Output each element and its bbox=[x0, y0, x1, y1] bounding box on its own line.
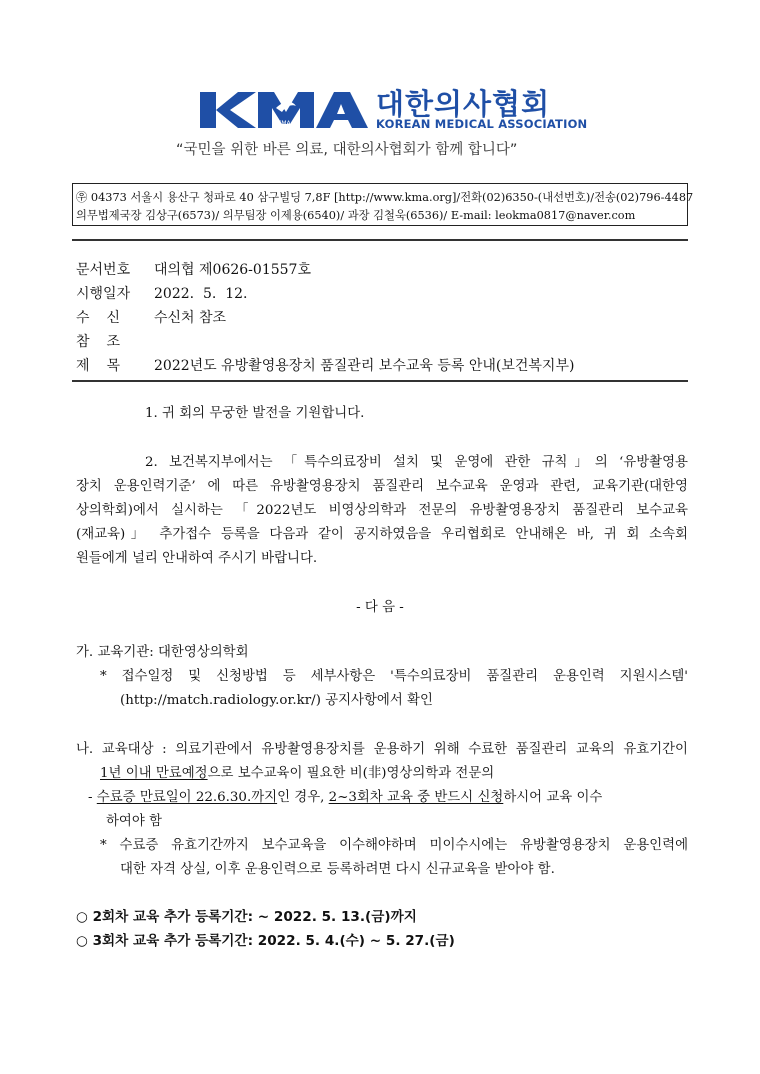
paragraph-1: 1. 귀 회의 무궁한 발전을 기원합니다. bbox=[145, 406, 365, 421]
reference-row bbox=[76, 331, 154, 351]
doc-number: 대의협 제0626-01557호 bbox=[154, 262, 311, 278]
section-na-line-2: 1년 이내 만료예정으로 보수교육이 필요한 비(非)영상의학과 전문의 bbox=[100, 766, 495, 781]
section-na-line-1: 나. 교육대상 : 의료기관에서 유방촬영용장치를 운용하기 위해 수료한 품질관리 교육의 유효기간이 bbox=[76, 742, 688, 757]
round-highlight: 2~3회차 교육 중 반드시 신청 bbox=[328, 790, 504, 805]
recipient-row bbox=[76, 307, 226, 327]
round-2-period: ○ 2회차 교육 추가 등록기간: ~ 2022. 5. 13.(금)까지 bbox=[76, 909, 417, 925]
doc-number-label: 문서번호 bbox=[76, 262, 131, 278]
section-ga-title: 가. 교육기관: 대한영상의학회 bbox=[76, 645, 249, 660]
date-row bbox=[76, 283, 248, 303]
paragraph-2-line-2: 장치 운용인력기준’ 에 따른 유방촬영용장치 품질관리 보수교육 운영과 관련, 교육기관(대한영 bbox=[76, 479, 688, 494]
top-divider bbox=[72, 239, 688, 241]
next-heading: - 다 음 - bbox=[356, 600, 404, 615]
reference-label: 참조 bbox=[76, 334, 138, 350]
kma-logo bbox=[200, 88, 368, 132]
date-label: 시행일자 bbox=[76, 286, 131, 302]
date-value: 2022. 5. 12. bbox=[154, 286, 248, 302]
section-na-note-line-1: * 수료증 유효기간까지 보수교육을 이수해야하며 미이수시에는 유방촬영용장치 운용인력에 bbox=[100, 838, 688, 853]
recipient-label: 수신 bbox=[76, 310, 138, 326]
meta-divider bbox=[72, 380, 688, 382]
paragraph-2-line-3: 상의학회)에서 실시하는 「2022년도 비영상의학과 전문의 유방촬영용장치 품질관리 보수교육 bbox=[76, 503, 688, 518]
expiry-highlight: 1년 이내 만료예정 bbox=[100, 766, 208, 781]
address-line: ㉾ 04373 서울시 용산구 청파로 40 삼구빌딩 7,8F [http://www.kma.org]/전화(02)6350-(내선번호)/전송(02)796-4487 bbox=[76, 191, 694, 204]
org-name-korean: 대한의사협회 bbox=[376, 87, 551, 121]
paragraph-2-line-5: 원들에게 널리 안내하여 주시기 바랍니다. bbox=[76, 551, 318, 566]
round-3-period: ○ 3회차 교육 추가 등록기간: 2022. 5. 4.(수) ~ 5. 27.(금) bbox=[76, 933, 455, 949]
section-ga-note-line-2: (http://match.radiology.or.kr/) 공지사항에서 확인 bbox=[120, 693, 433, 708]
slogan: “국민을 위한 바른 의료, 대한의사협회가 함께 합니다” bbox=[176, 142, 518, 158]
doc-number-row bbox=[76, 259, 311, 279]
paragraph-2-line-4: (재교육)」 추가접수 등록을 다음과 같이 공지하였음을 우리협회로 안내해온 바, 귀 회 소속회 bbox=[76, 527, 688, 542]
svg-text:KMA: KMA bbox=[277, 120, 291, 127]
section-na-dash-line-2: 하여야 함 bbox=[106, 814, 162, 829]
section-ga-note-line-1: * 접수일정 및 신청방법 등 세부사항은 '특수의료장비 품질관리 운용인력 지원시스템' bbox=[100, 669, 688, 684]
subject-value: 2022년도 유방촬영용장치 품질관리 보수교육 등록 안내(보건복지부) bbox=[154, 358, 575, 374]
expiry-date-highlight: 수료증 만료일이 22.6.30.까지 bbox=[96, 790, 278, 805]
recipient-value: 수신처 참조 bbox=[154, 310, 227, 326]
subject-label: 제목 bbox=[76, 358, 138, 374]
paragraph-2-line-1: 2. 보건복지부에서는 「특수의료장비 설치 및 운영에 관한 규칙」의 ‘유방촬영용 bbox=[145, 455, 688, 470]
section-na-dash-line-1: - 수료증 만료일이 22.6.30.까지인 경우, 2~3회차 교육 중 반드시 신청하시어 교육 이수 bbox=[88, 790, 603, 805]
org-name-english: KOREAN MEDICAL ASSOCIATION bbox=[376, 117, 588, 131]
contact-line: 의무법제국장 김상구(6573)/ 의무팀장 이제용(6540)/ 과장 김철욱(6536)/ E-mail: leokma0817@naver.com bbox=[76, 209, 636, 222]
subject-row bbox=[76, 355, 574, 375]
section-na-note-line-2: 대한 자격 상실, 이후 운용인력으로 등록하려면 다시 신규교육을 받아야 함. bbox=[120, 862, 555, 877]
